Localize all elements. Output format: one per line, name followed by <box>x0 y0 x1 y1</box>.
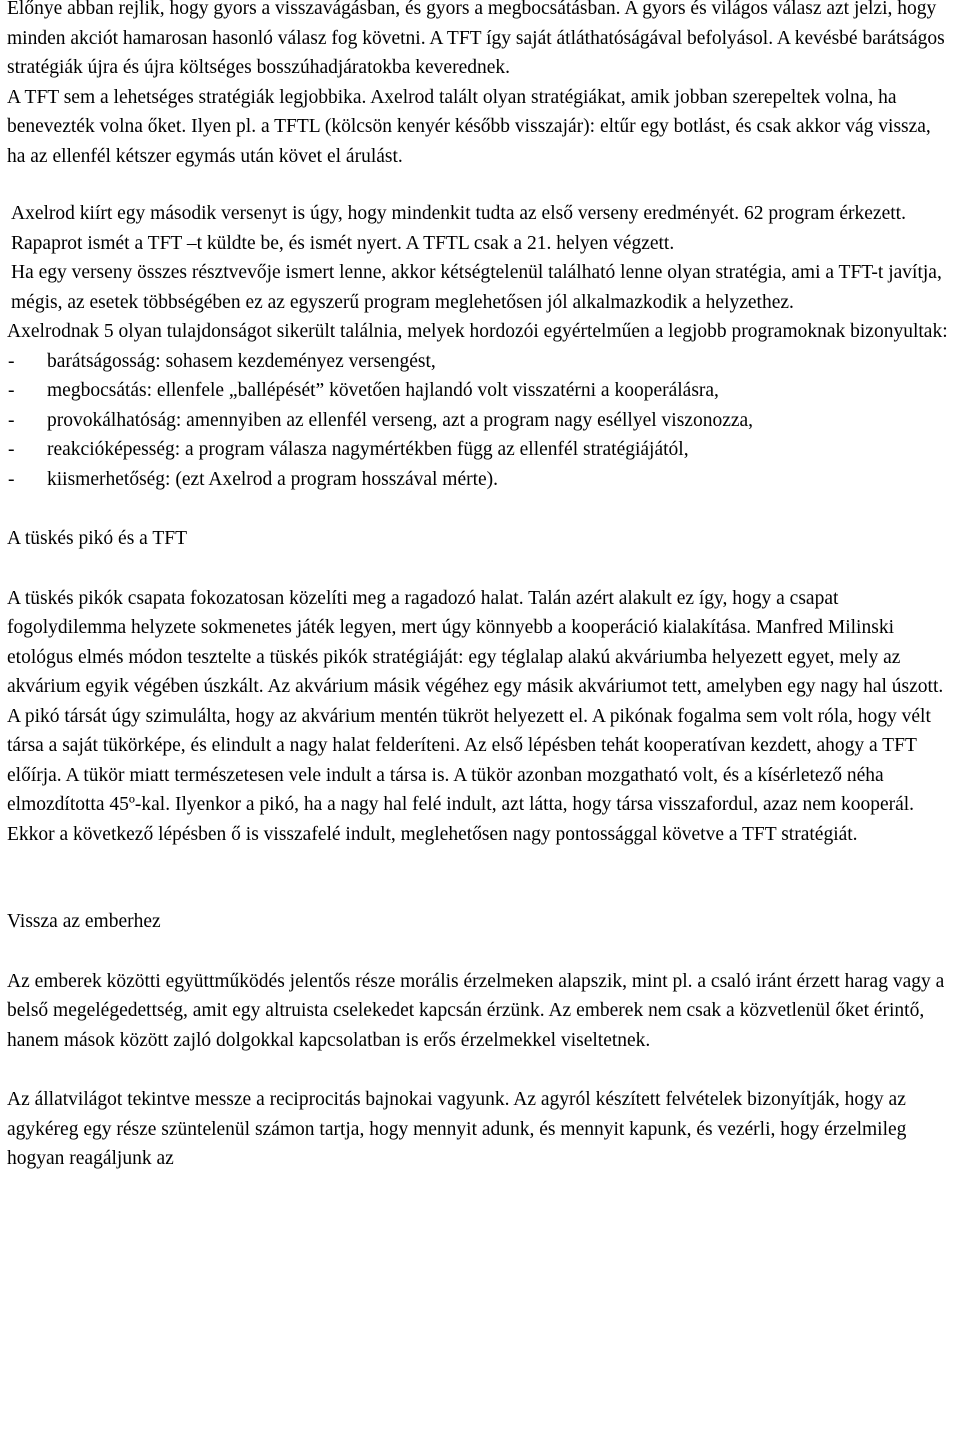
bullet-dash: - <box>8 439 15 460</box>
paragraph-tft-not-best: A TFT sem a lehetséges stratégiák legjobbika. Axelrod talált olyan stratégiákat, amik jobban szerepeltek volna, ha benevezték volna őket. Ilyen pl. a TFTL (kölcsön kenyér később visszajár): eltűr egy botlást, és csak akkor vág vissza, ha az ellenfél kétszer egymás után követ el árulást. <box>7 86 931 167</box>
paragraph-moral-emotions: Az emberek közötti együttműködés jelentős része morális érzelmeken alapszik, mint pl. a csaló iránt érzett harag vagy a belső megelégedettség, amit egy altruista cselekedet kapcsán érzünk. Az emberek nem csak a közvetlenül őket érintő, hanem mások között zajló dolgokkal kapcsolatban is erős érzelmekkel viseltetnek. <box>7 970 945 1051</box>
list-item: - megbocsátás: ellenfele „ballépését” követően hajlandó volt visszatérni a kooperálásra, <box>7 376 953 406</box>
paragraph-five-properties: Axelrodnak 5 olyan tulajdonságot sikerült találnia, melyek hordozói egyértelműen a legjobb programoknak bizonyultak: <box>7 321 948 342</box>
bullet-dash: - <box>8 468 15 490</box>
paragraph-second-tournament: Axelrod kiírt egy második versenyt is úgy, hogy mindenkit tudta az első verseny eredményét. 62 program érkezett. Rapaprot ismét a TFT –t küldte be, és ismét nyert. A TFTL csak a 21. helyen végzett. <box>11 203 906 254</box>
paragraph-reciprocity: Az állatvilágot tekintve messze a reciprocitás bajnokai vagyunk. Az agyról készített felvételek bizonyítják, hogy az agykéreg egy része szüntelenül számon tartja, hogy mennyit adunk, és mennyit kapunk, és vezérli, hogy érzelmileg hogyan reagáljunk az <box>7 1089 907 1169</box>
bullet-dash: - <box>8 409 15 431</box>
property-list <box>7 347 953 495</box>
bullet-dash: - <box>8 350 15 372</box>
paragraph-tft-advantage: Előnye abban rejlik, hogy gyors a visszavágásban, és gyors a megbocsátásban. A gyors és világos válasz azt jelzi, hogy minden akciót hamarosan hasonló válasz fog követni. A TFT így saját átláthatóságával befolyásol. A kevésbé barátságos stratégiák újra és újra költséges bosszúhadjáratokba keverednek. <box>7 0 945 78</box>
bullet-dash: - <box>8 380 15 401</box>
list-item: - reakcióképesség: a program válasza nagymértékben függ az ellenfél stratégiájától, <box>7 435 953 465</box>
document-page <box>7 0 953 1174</box>
paragraph-stickleback: A tüskés pikók csapata fokozatosan közelíti meg a ragadozó halat. Talán azért alakult ez így, hogy a csapat fogolydilemma helyzete sokmenetes játék legyen, mert úgy könnyebb a kooperáció kialakítása. Manfred Milinski etológus elmés módon tesztelte a tüskés pikók stratégiáját: egy téglalap alakú akváriumba helyezett egyet, mely az akvárium egyik végében úszkált. Az akvárium másik végéhez egy másik akváriumot tett, amelyben egy nagy hal úszott. A pikó társát úgy szimulálta, hogy az akvárium mentén tükröt helyezett el. A pikónak fogalma sem volt róla, hogy vélt társa a saját tükörképe, és elindult a nagy halat felderíteni. Az első lépésben tehát kooperatívan kezdett, ahogy a TFT előírja. A tükör miatt természetesen vele indult a társa is. A tükör azonban mozgatható volt, és a kísérletező néha elmozdította 45º-kal. Ilyenkor a pikó, ha a nagy hal felé indult, azt látta, hogy társa visszafordul, azaz nem kooperál. Ekkor a következő lépésben ő is visszafelé indult, meglehetősen nagy pontossággal követve a TFT stratégiát. <box>7 587 944 845</box>
list-item: - kiismerhetőség: (ezt Axelrod a program hosszával mérte). <box>7 465 953 495</box>
section-heading-humans: Vissza az emberhez <box>7 911 161 932</box>
list-item: - provokálhatóság: amennyiben az ellenfél verseng, azt a program nagy eséllyel viszonozza, <box>7 406 953 436</box>
list-item: - barátságosság: sohasem kezdeményez versengést, <box>7 347 953 377</box>
paragraph-known-participants: Ha egy verseny összes résztvevője ismert lenne, akkor kétségtelenül található lenne olyan stratégia, ami a TFT-t javítja, mégis, az esetek többségében ez az egyszerű program meglehetősen jól alkalmazkodik a helyzethez. <box>11 262 942 313</box>
section-heading-stickleback: A tüskés pikó és a TFT <box>7 528 188 549</box>
